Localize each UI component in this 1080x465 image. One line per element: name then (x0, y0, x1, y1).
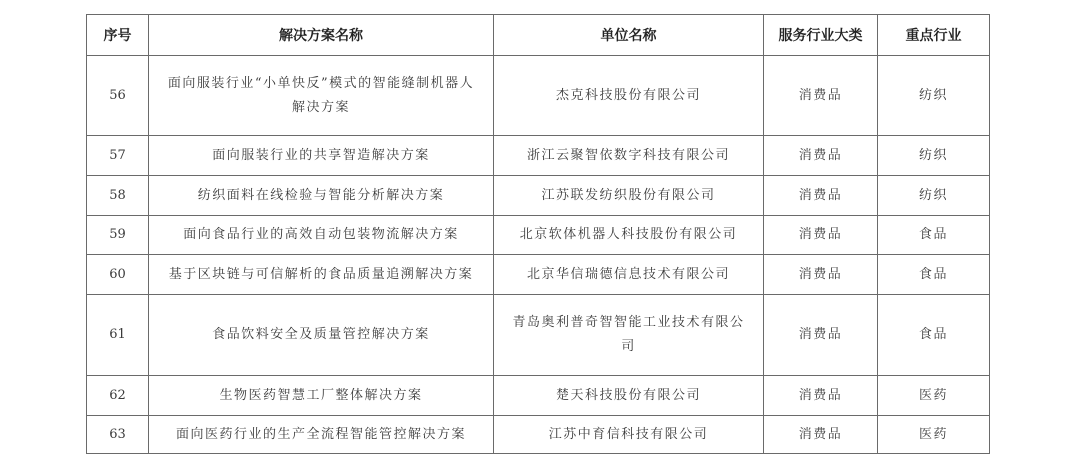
table-row (87, 295, 990, 376)
cell-category: 消费品 (764, 56, 878, 136)
cell-seq: 58 (87, 176, 149, 216)
cell-company: 北京软体机器人科技股份有限公司 (494, 216, 764, 255)
cell-solution-line2: 解决方案 (291, 99, 350, 115)
cell-company-line2: 司 (621, 339, 636, 354)
solutions-table (86, 14, 990, 454)
cell-seq: 61 (87, 295, 149, 376)
table-row (87, 376, 990, 416)
header-company: 单位名称 (494, 15, 764, 56)
cell-solution: 纺织面料在线检验与智能分析解决方案 (149, 176, 494, 216)
cell-seq: 62 (87, 376, 149, 416)
table-row (87, 176, 990, 216)
header-category: 服务行业大类 (764, 15, 878, 56)
table-row (87, 255, 990, 295)
cell-solution: 面向食品行业的高效自动包装物流解决方案 (149, 216, 494, 255)
cell-industry: 医药 (878, 416, 990, 454)
cell-industry: 食品 (878, 295, 990, 376)
table-row (87, 136, 990, 176)
cell-category: 消费品 (764, 176, 878, 216)
header-row (87, 15, 990, 56)
cell-company: 江苏联发纺织股份有限公司 (494, 176, 764, 216)
cell-solution: 面向服装行业的共享智造解决方案 (149, 136, 494, 176)
cell-solution: 面向医药行业的生产全流程智能管控解决方案 (149, 416, 494, 454)
cell-company: 楚天科技股份有限公司 (494, 376, 764, 416)
cell-industry: 食品 (878, 255, 990, 295)
header-seq: 序号 (87, 15, 149, 56)
cell-industry: 纺织 (878, 56, 990, 136)
cell-solution: 食品饮料安全及质量管控解决方案 (149, 295, 494, 376)
cell-industry: 纺织 (878, 176, 990, 216)
cell-seq: 60 (87, 255, 149, 295)
header-solution: 解决方案名称 (149, 15, 494, 56)
cell-solution-line1: 面向服装行业“小单快反”模式的智能缝制机器人 (167, 75, 475, 91)
cell-company-line1: 青岛奥利普奇智智能工业技术有限公 (512, 315, 745, 330)
header-key-industry: 重点行业 (878, 15, 990, 56)
cell-category: 消费品 (764, 416, 878, 454)
cell-company: 江苏中育信科技有限公司 (494, 416, 764, 454)
cell-company: 杰克科技股份有限公司 (494, 56, 764, 136)
cell-seq: 59 (87, 216, 149, 255)
cell-category: 消费品 (764, 136, 878, 176)
cell-seq: 63 (87, 416, 149, 454)
cell-category: 消费品 (764, 216, 878, 255)
table-row (87, 416, 990, 454)
table-row (87, 216, 990, 255)
cell-solution (149, 56, 494, 136)
cell-industry: 食品 (878, 216, 990, 255)
cell-category: 消费品 (764, 295, 878, 376)
cell-seq: 56 (87, 56, 149, 136)
cell-company: 北京华信瑞德信息技术有限公司 (494, 255, 764, 295)
cell-industry: 纺织 (878, 136, 990, 176)
cell-solution: 生物医药智慧工厂整体解决方案 (149, 376, 494, 416)
table-row (87, 56, 990, 136)
cell-solution: 基于区块链与可信解析的食品质量追溯解决方案 (149, 255, 494, 295)
cell-company (494, 295, 764, 376)
cell-industry: 医药 (878, 376, 990, 416)
cell-company: 浙江云聚智依数字科技有限公司 (494, 136, 764, 176)
cell-seq: 57 (87, 136, 149, 176)
cell-category: 消费品 (764, 255, 878, 295)
cell-category: 消费品 (764, 376, 878, 416)
